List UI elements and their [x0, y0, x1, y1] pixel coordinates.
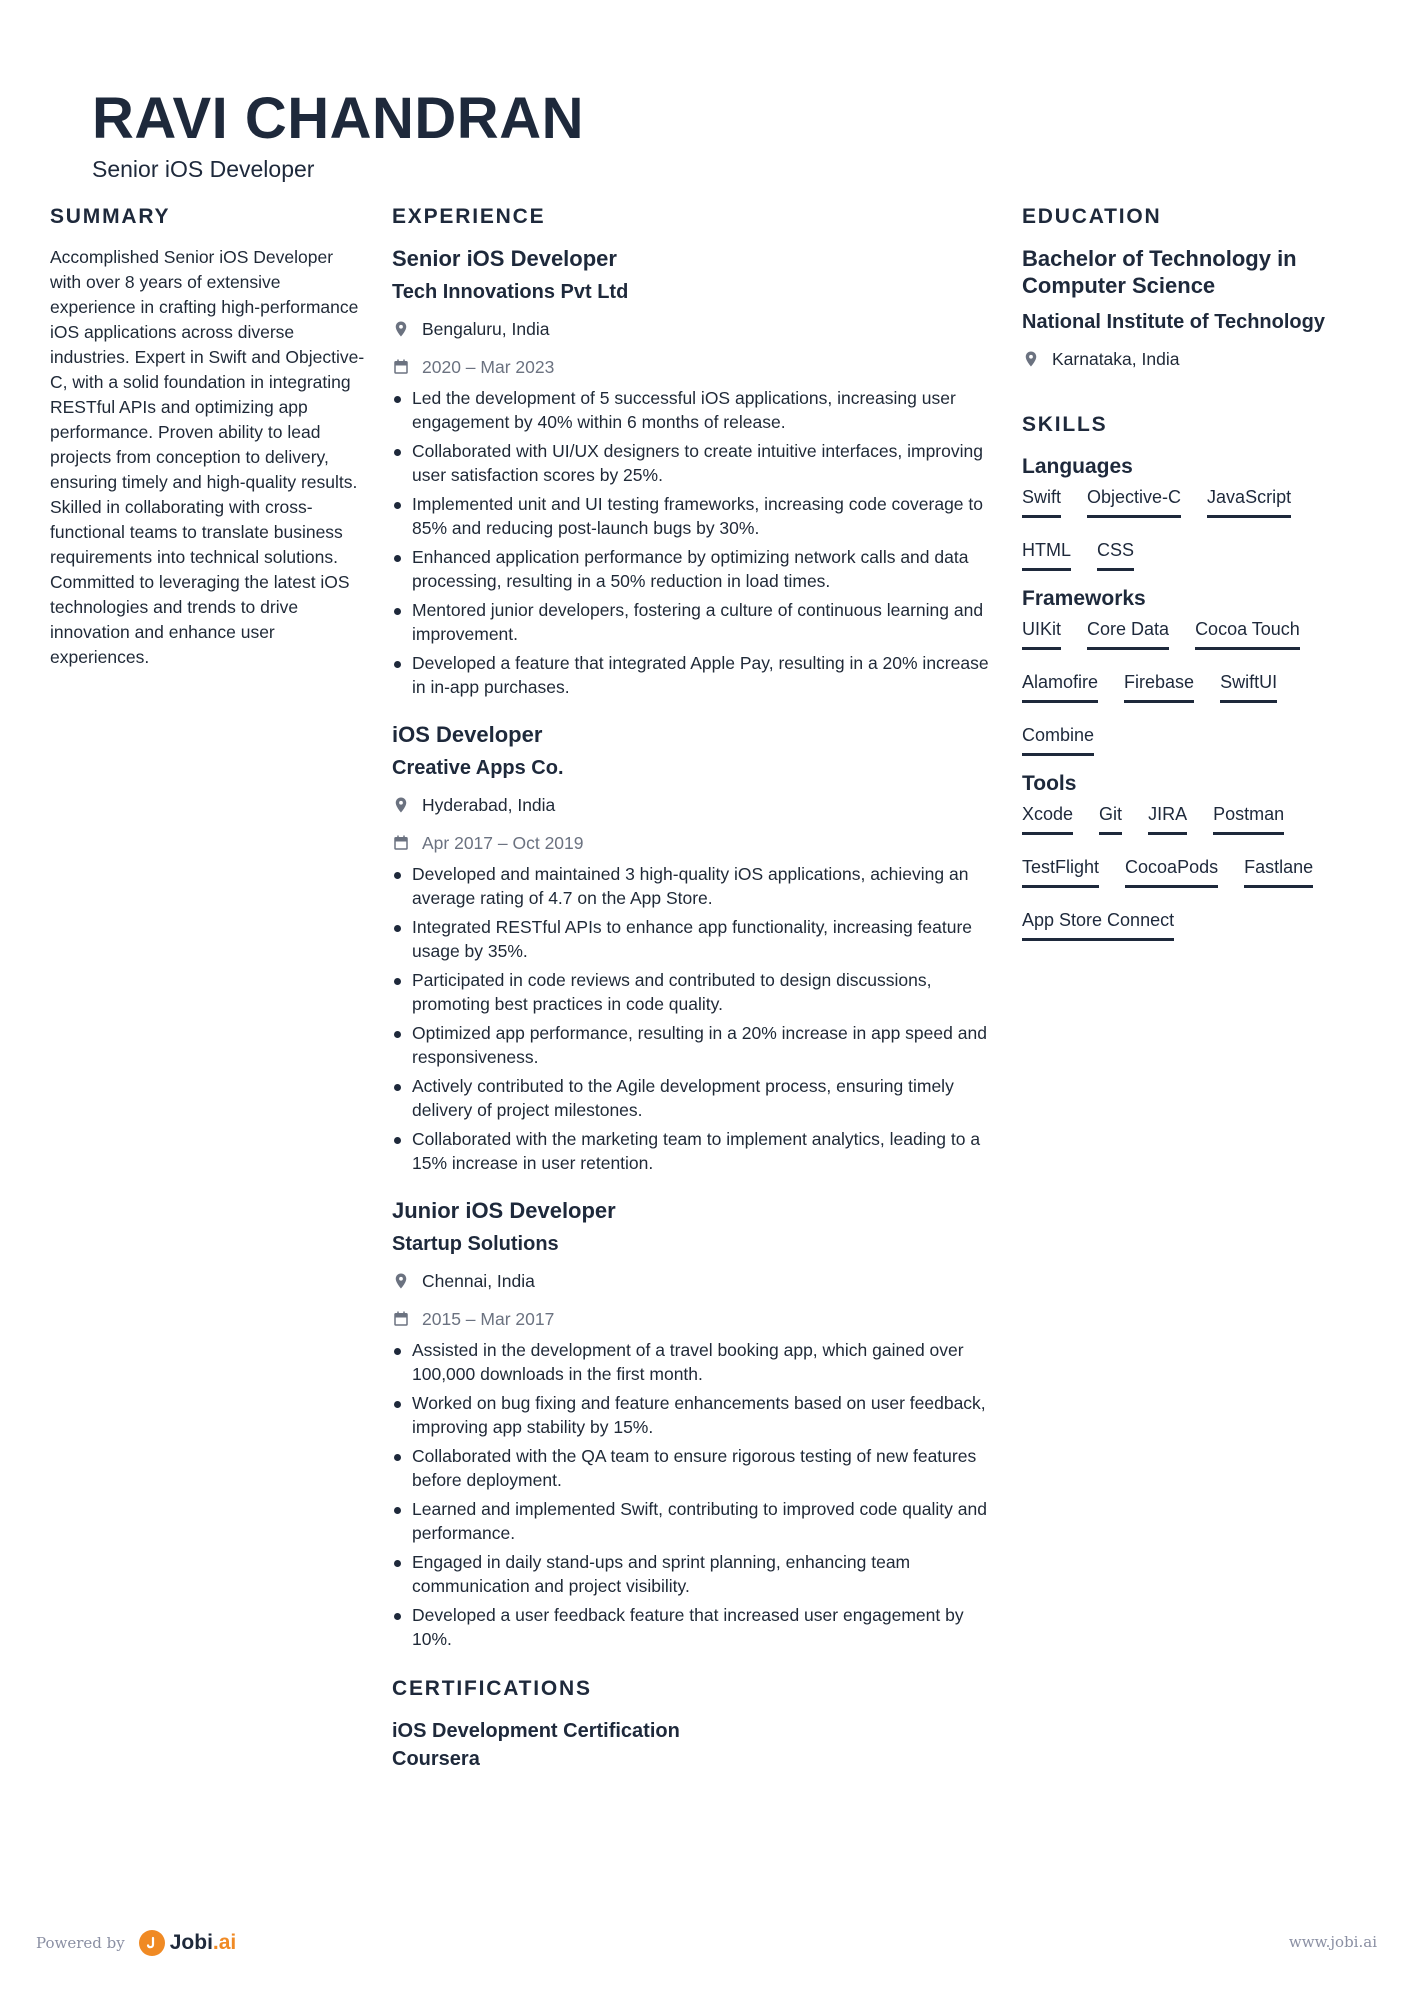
skill-group	[1022, 585, 1352, 756]
skill-tag: SwiftUI	[1220, 670, 1277, 703]
job-bullet: Worked on bug fixing and feature enhancements based on user feedback, improving app stability by 15%.	[392, 1392, 1002, 1439]
certification-item	[392, 1717, 1002, 1773]
job-dates	[392, 1307, 1002, 1331]
jobi-logo-icon	[139, 1930, 165, 1956]
job-location-text: Hyderabad, India	[422, 795, 556, 815]
skill-group	[1022, 453, 1352, 571]
skill-tag: JIRA	[1148, 802, 1187, 835]
certification-issuer: Coursera	[392, 1748, 480, 1770]
job-dates	[392, 831, 1002, 855]
education-location-text: Karnataka, India	[1052, 349, 1180, 369]
skill-tag: Core Data	[1087, 617, 1169, 650]
skill-tag: CocoaPods	[1125, 855, 1218, 888]
summary-column	[50, 205, 365, 670]
skill-tags	[1022, 485, 1352, 571]
summary-heading: SUMMARY	[50, 205, 171, 228]
job-company: Tech Innovations Pvt Ltd	[392, 281, 629, 303]
location-pin-icon	[1022, 350, 1040, 368]
skill-group	[1022, 770, 1352, 941]
job-bullet: Collaborated with UI/UX designers to create intuitive interfaces, improving user satisfaction scores by 25%.	[392, 440, 1002, 487]
skills-section	[1022, 453, 1352, 941]
job-title: Senior iOS Developer	[392, 246, 617, 271]
skill-tag: Objective-C	[1087, 485, 1181, 518]
location-pin-icon	[392, 1272, 410, 1290]
calendar-icon	[392, 834, 410, 852]
skill-group-title: Languages	[1022, 455, 1133, 478]
skill-group-title: Frameworks	[1022, 587, 1146, 610]
skill-tag: HTML	[1022, 538, 1071, 571]
job-bullet: Developed a user feedback feature that increased user engagement by 10%.	[392, 1604, 1002, 1651]
job-location	[392, 317, 1002, 341]
job-bullet: Enhanced application performance by optimizing network calls and data processing, resulting in a 50% reduction in load times.	[392, 546, 1002, 593]
job-bullet: Participated in code reviews and contributed to design discussions, promoting best practices in code quality.	[392, 969, 1002, 1016]
skill-tag: UIKit	[1022, 617, 1061, 650]
right-column	[1022, 205, 1352, 955]
experience-heading: EXPERIENCE	[392, 205, 546, 228]
job-bullet: Developed and maintained 3 high-quality iOS applications, achieving an average rating of 4.7 on the App Store.	[392, 863, 1002, 910]
certifications-heading: CERTIFICATIONS	[392, 1677, 592, 1700]
job-dates	[392, 355, 1002, 379]
job-bullet: Optimized app performance, resulting in a 20% increase in app speed and responsiveness.	[392, 1022, 1002, 1069]
candidate-name: RAVI CHANDRAN	[92, 86, 584, 151]
education-degree: Bachelor of Technology in Computer Science	[1022, 246, 1297, 298]
job-location-text: Bengaluru, India	[422, 319, 550, 339]
job-entry	[392, 245, 1002, 699]
education-location	[1022, 347, 1352, 371]
job-bullet: Collaborated with the QA team to ensure rigorous testing of new features before deployment.	[392, 1445, 1002, 1492]
job-dates-text: 2015 – Mar 2017	[422, 1309, 555, 1329]
job-bullet: Collaborated with the marketing team to implement analytics, leading to a 15% increase in user retention.	[392, 1128, 1002, 1175]
powered-by-label: Powered by	[36, 1934, 125, 1952]
location-pin-icon	[392, 320, 410, 338]
skill-tag: Swift	[1022, 485, 1061, 518]
skill-tag: App Store Connect	[1022, 908, 1174, 941]
jobi-logo-text	[170, 1931, 237, 1955]
logo-main: Jobi	[169, 1931, 213, 1954]
job-title: Junior iOS Developer	[392, 1198, 616, 1223]
job-bullet: Learned and implemented Swift, contributing to improved code quality and performance.	[392, 1498, 1002, 1545]
job-location	[392, 1269, 1002, 1293]
skill-tag: Fastlane	[1244, 855, 1313, 888]
summary-text: Accomplished Senior iOS Developer with over 8 years of extensive experience in crafting high-performance iOS applications across diverse industries. Expert in Swift and Objective-C, with a solid foundation in integrating RESTful APIs and optimizing app performance. Proven ability to lead projects from conception to delivery, ensuring timely and high-quality results. Skilled in collaborating with cross-functional teams to translate business requirements into technical solutions. Committed to leveraging the latest iOS technologies and trends to drive innovation and enhance user experiences.	[50, 247, 365, 667]
education-heading: EDUCATION	[1022, 205, 1162, 228]
job-company: Creative Apps Co.	[392, 757, 564, 779]
skill-tag: Git	[1099, 802, 1122, 835]
job-bullet: Engaged in daily stand-ups and sprint planning, enhancing team communication and project visibility.	[392, 1551, 1002, 1598]
job-location-text: Chennai, India	[422, 1271, 535, 1291]
footer-url: www.jobi.ai	[1288, 1933, 1377, 1951]
job-bullet: Actively contributed to the Agile development process, ensuring timely delivery of project milestones.	[392, 1075, 1002, 1122]
experience-column	[392, 205, 1002, 1773]
job-bullet: Mentored junior developers, fostering a culture of continuous learning and improvement.	[392, 599, 1002, 646]
job-bullet: Implemented unit and UI testing frameworks, increasing code coverage to 85% and reducing post-launch bugs by 30%.	[392, 493, 1002, 540]
powered-by-footer	[36, 1930, 236, 1956]
skill-tags	[1022, 617, 1352, 756]
certification-name: iOS Development Certification	[392, 1720, 680, 1742]
job-title: iOS Developer	[392, 722, 543, 747]
skills-heading: SKILLS	[1022, 413, 1108, 436]
skill-tags	[1022, 802, 1352, 941]
job-bullets	[392, 387, 1002, 699]
education-school: National Institute of Technology	[1022, 311, 1325, 333]
job-bullets	[392, 863, 1002, 1175]
location-pin-icon	[392, 796, 410, 814]
skill-tag: Xcode	[1022, 802, 1073, 835]
job-entry	[392, 721, 1002, 1175]
candidate-role: Senior iOS Developer	[92, 156, 315, 182]
job-bullet: Integrated RESTful APIs to enhance app functionality, increasing feature usage by 35%.	[392, 916, 1002, 963]
job-company: Startup Solutions	[392, 1233, 559, 1255]
education-section	[1022, 205, 1352, 371]
skill-tag: JavaScript	[1207, 485, 1291, 518]
job-dates-text: Apr 2017 – Oct 2019	[422, 833, 584, 853]
skill-tag: CSS	[1097, 538, 1134, 571]
skill-tag: Combine	[1022, 723, 1094, 756]
job-bullet: Led the development of 5 successful iOS applications, increasing user engagement by 40% within 6 months of release.	[392, 387, 1002, 434]
skill-group-title: Tools	[1022, 772, 1077, 795]
calendar-icon	[392, 358, 410, 376]
certifications-section	[392, 1677, 1002, 1773]
skill-tag: TestFlight	[1022, 855, 1099, 888]
skill-tag: Postman	[1213, 802, 1284, 835]
resume-header	[92, 86, 584, 183]
job-list	[392, 245, 1002, 1651]
skill-tag: Firebase	[1124, 670, 1194, 703]
job-dates-text: 2020 – Mar 2023	[422, 357, 555, 377]
job-bullet: Assisted in the development of a travel booking app, which gained over 100,000 downloads in the first month.	[392, 1339, 1002, 1386]
job-entry	[392, 1197, 1002, 1651]
skill-tag: Alamofire	[1022, 670, 1098, 703]
calendar-icon	[392, 1310, 410, 1328]
job-bullets	[392, 1339, 1002, 1651]
job-location	[392, 793, 1002, 817]
skill-tag: Cocoa Touch	[1195, 617, 1300, 650]
job-bullet: Developed a feature that integrated Apple Pay, resulting in a 20% increase in in-app purchases.	[392, 652, 1002, 699]
logo-accent: .ai	[212, 1931, 237, 1954]
